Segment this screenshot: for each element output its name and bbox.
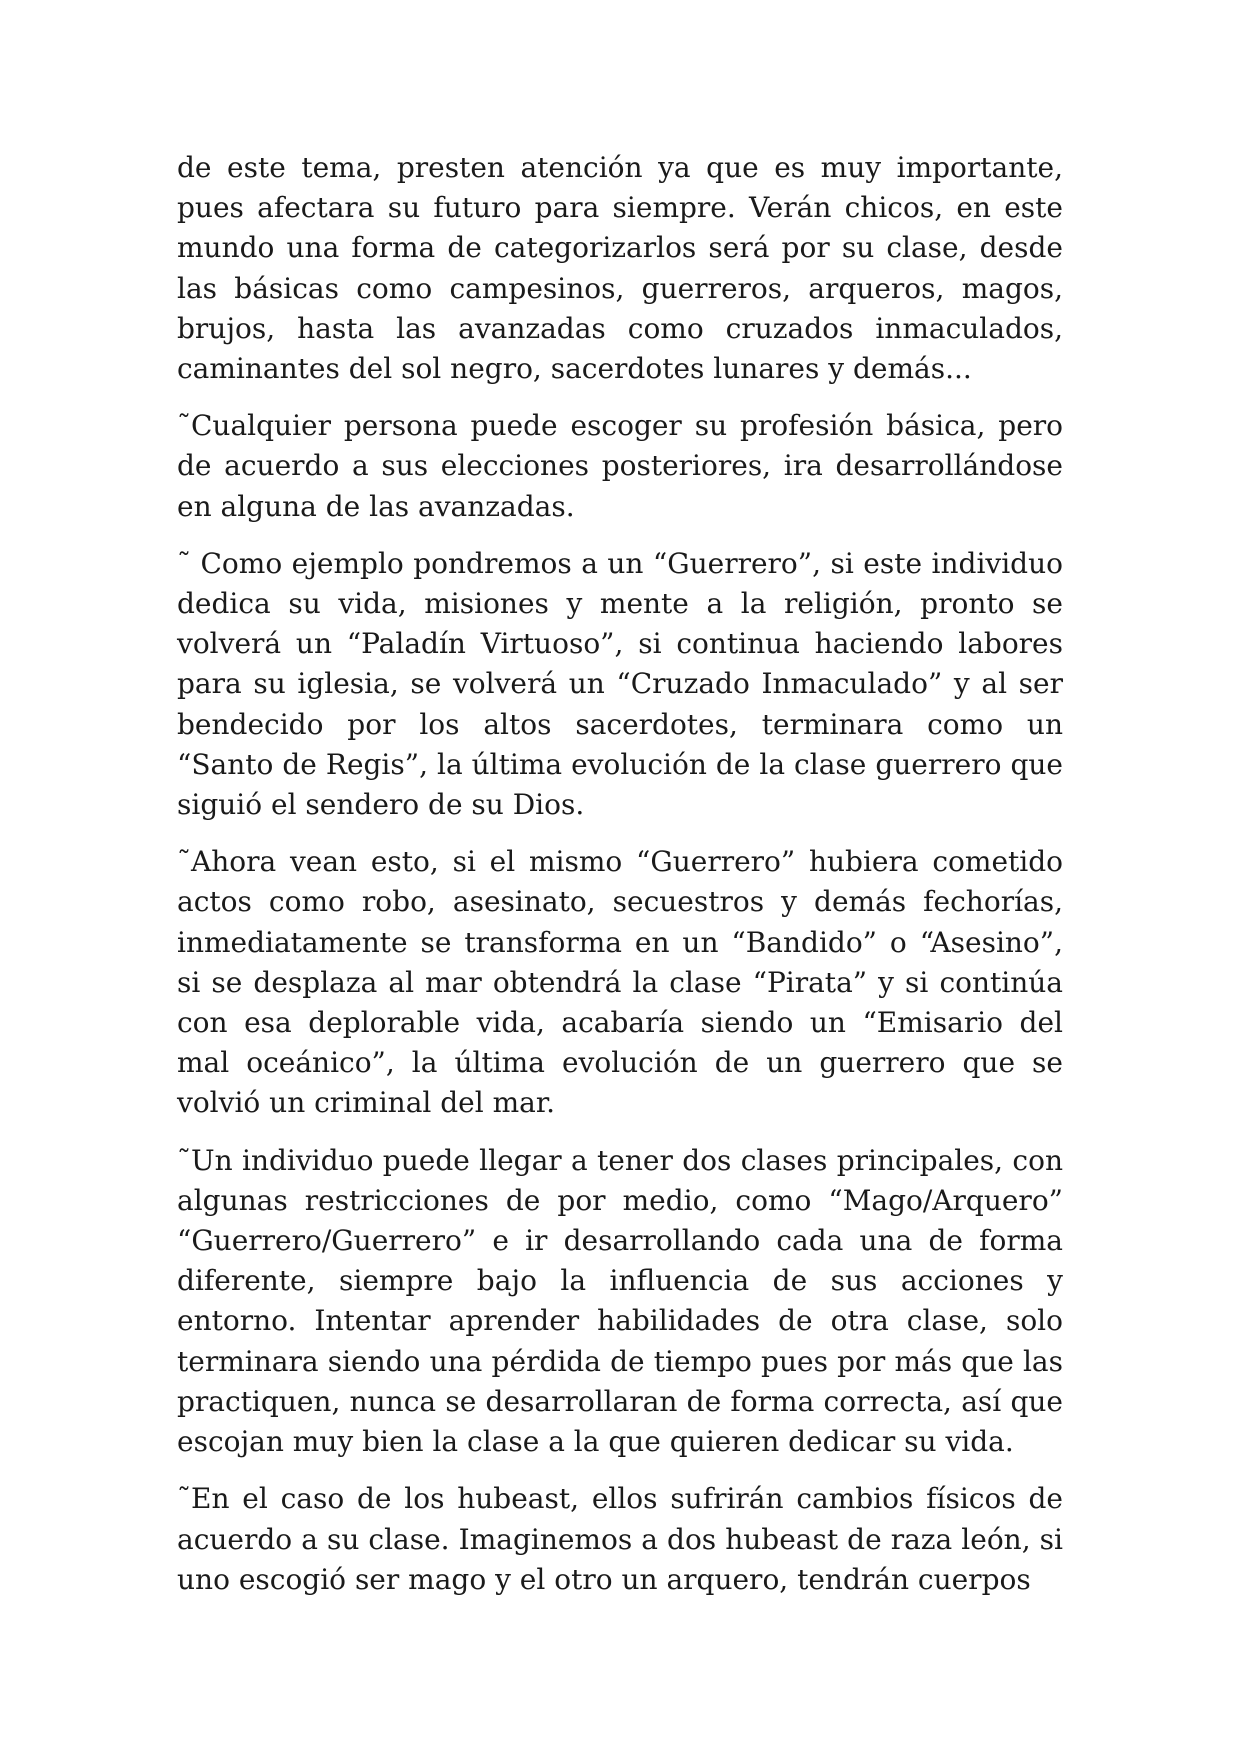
- paragraph-4: ˜Ahora vean esto, si el mismo “Guerrero” hubiera cometido actos como robo, asesinato, secuestros y demás fechorías, inmediatamente se transforma en un “Bandido” o “Asesino”, si se desplaza al mar obtendrá la clase “Pirata” y si continúa con esa deplorable vida, acabaría siendo un “Emisario del mal oceánico”, la última evolución de un guerrero que se volvió un criminal del mar.: [177, 845, 1063, 1120]
- paragraph-2: ˜Cualquier persona puede escoger su profesión básica, pero de acuerdo a sus elecciones posteriores, ira desarrollándose en alguna de las avanzadas.: [177, 409, 1063, 523]
- body-text: [177, 148, 1063, 1617]
- paragraph-3: ˜ Como ejemplo pondremos a un “Guerrero”, si este individuo dedica su vida, misiones y mente a la religión, pronto se volverá un “Paladín Virtuoso”, si continua haciendo labores para su iglesia, se volverá un “Cruzado Inmaculado” y al ser bendecido por los altos sacerdotes, terminara como un “Santo de Regis”, la última evolución de la clase guerrero que siguió el sendero de su Dios.: [177, 546, 1063, 822]
- paragraph-6: ˜En el caso de los hubeast, ellos sufrirán cambios físicos de acuerdo a su clase. Imaginemos a dos hubeast de raza león, si uno escogió ser mago y el otro un arquero, tendrán cuerpos: [177, 1482, 1063, 1596]
- paragraph-1: de este tema, presten atención ya que es muy importante, pues afectara su futuro para siempre. Verán chicos, en este mundo una forma de categorizarlos será por su clase, desde las básicas como campesinos, guerreros, arqueros, magos, brujos, hasta las avanzadas como cruzados inmaculados, caminantes del sol negro, sacerdotes lunares y demás...: [177, 151, 1063, 386]
- paragraph-5: ˜Un individuo puede llegar a tener dos clases principales, con algunas restricciones de por medio, como “Mago/Arquero” “Guerrero/Guerrero” e ir desarrollando cada una de forma diferente, siempre bajo la influencia de sus acciones y entorno. Intentar aprender habilidades de otra clase, solo terminara siendo una pérdida de tiempo pues por más que las practiquen, nunca se desarrollaran de forma correcta, así que escojan muy bien la clase a la que quieren dedicar su vida.: [177, 1143, 1063, 1459]
